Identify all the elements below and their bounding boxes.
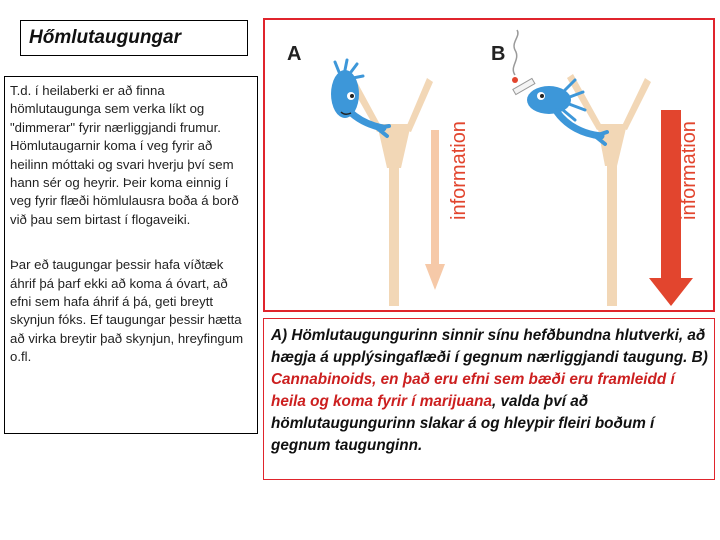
arrow-b-label: information xyxy=(678,121,700,220)
body-paragraph-1: T.d. í heilaberki er að finna hömlutaugunga sem verka líkt og "dimmerar" fyrir nærliggjandi frumur. Hömlutaugarnir koma í veg fyrir að heilinn móttaki og svari hverju því sem hann sér og heyrir. Þeir koma einnig í veg fyrir flæði hömlulausra boða á borð við þau sem birtast í flogaveiki. xyxy=(10,83,239,227)
caption-part-1: A) Hömlutaugungurinn sinnir sínu hefðbundna hlutverki, að hægja á upplýsingaflæði í gegnum nærliggjandi taugung. B) xyxy=(271,327,708,366)
caption-part-2-highlight: Cannabinoids, en það eru efni sem bæði eru framleidd í heila og koma fyrir í marijuana xyxy=(271,371,675,410)
text-box xyxy=(4,76,258,434)
panel-a-info-arrow xyxy=(425,130,445,290)
caption-part-3: , valda því að hömlutaugungurinn slakar á og hleypir fleiri boðum í gegnum taugunginn. xyxy=(271,393,655,454)
slide-title: Hőmlutaugungar xyxy=(29,27,181,48)
panel-a-label: A xyxy=(287,43,302,65)
panel-b-label: B xyxy=(491,43,506,65)
neuron-illustration xyxy=(265,20,713,310)
caption-box xyxy=(263,318,715,480)
title-box xyxy=(20,20,248,56)
body-paragraph-2: Þar eð taugungar þessir hafa víðtæk áhrif þá þarf ekki að koma á óvart, að efni sem hafa áhrif á þá, geti breytt skynjun fóks. Ef taugungar þessir hætta að virka breytir það skynjun, hreyfingum o.fl. xyxy=(10,257,244,365)
arrow-a-label: information xyxy=(448,121,470,220)
neuron-figure xyxy=(263,18,715,312)
panel-a-neuron xyxy=(351,78,433,306)
panel-b-blue-neuron xyxy=(512,30,607,144)
